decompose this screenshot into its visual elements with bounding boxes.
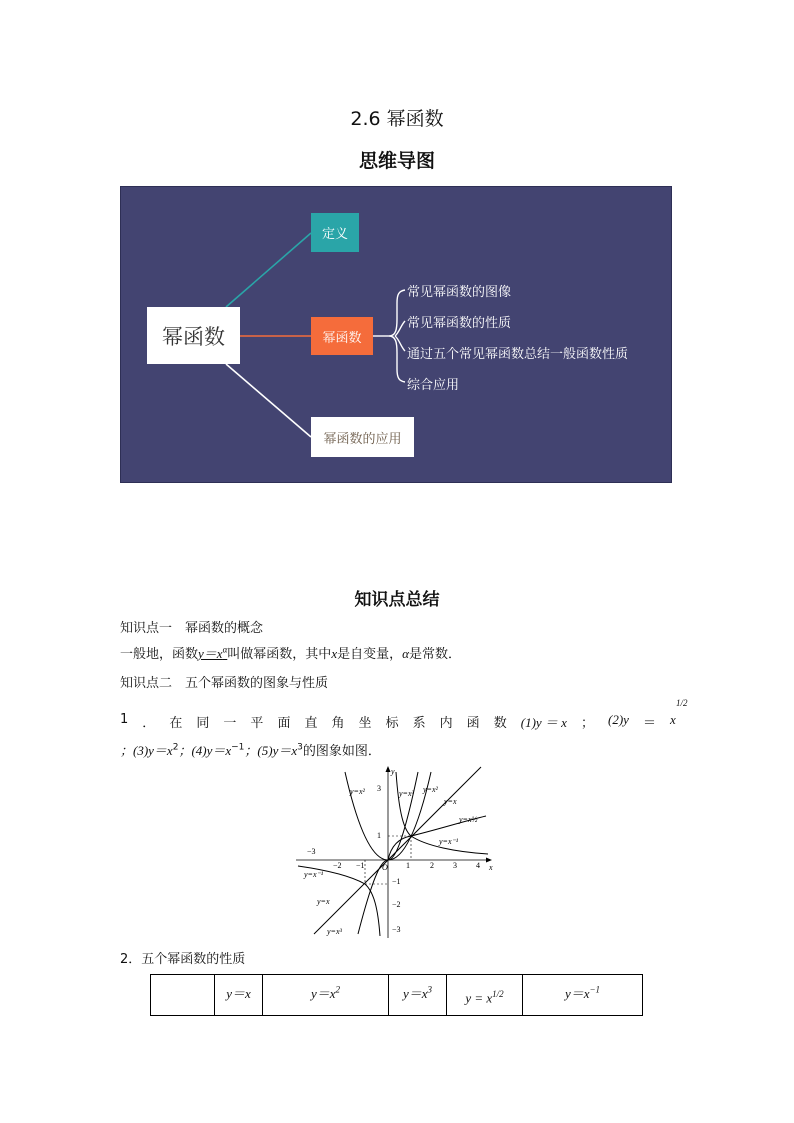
kp1-text-a: 一般地，函数 (120, 647, 199, 662)
mindmap-heading: 思维导图 (358, 150, 435, 172)
item1-char: 角 (331, 716, 345, 731)
mindmap-root-node: 幂函数 (147, 307, 240, 364)
mindmap-panel (120, 186, 672, 483)
table-header-exp: −1 (589, 984, 601, 995)
mindmap-leaf-summary: 通过五个常见幂函数总结一般函数性质 (407, 347, 629, 362)
table-header-cell (523, 975, 643, 1016)
graph-curve-label: y=x⁻¹ (439, 837, 459, 846)
power-functions-graph (296, 764, 496, 938)
mindmap-node-definition: 定义 (311, 213, 359, 252)
table-header-text: y＝x (226, 986, 251, 1001)
item1-function-3: ；(3)y＝x (120, 743, 173, 758)
item1-char: 直 (304, 716, 318, 731)
knowledge-point-2-title: 知识点二 五个幂函数的图象与性质 (120, 676, 329, 691)
table-header-exp: 1/2 (492, 989, 504, 999)
item1-char: 数 (493, 716, 507, 731)
graph-curve-label: y=x² (423, 785, 438, 794)
item1-function-3-exp: 2 (172, 742, 179, 753)
table-header-cell (263, 975, 389, 1016)
graph-x-tick: 1 (406, 861, 410, 870)
table-header-text: y＝x (310, 986, 336, 1001)
f2-exponent: 1/2 (675, 698, 688, 708)
mindmap-node-application: 幂函数的应用 (311, 417, 414, 457)
item1-char: 坐 (358, 716, 372, 731)
graph-x-tick: −3 (307, 847, 316, 856)
item1-char: 面 (277, 716, 291, 731)
item1-line2-tail: 的图象如图． (302, 744, 381, 759)
item1-char: ＝ (642, 716, 656, 731)
properties-table (150, 974, 643, 1016)
graph-curve-label: y=x (444, 797, 457, 806)
graph-y-label: y (391, 767, 395, 776)
item-2-heading: 2．五个幂函数的性质 (120, 952, 246, 967)
connector-leaves-brace (389, 290, 405, 382)
graph-curve-label: y=x³ (327, 927, 342, 936)
item-1-line-1 (120, 698, 688, 731)
item1-char: 标 (385, 716, 399, 731)
item1-char: 函 (466, 716, 480, 731)
kp1-var: x (331, 646, 338, 661)
mindmap-leaf-properties: 常见幂函数的性质 (407, 316, 512, 331)
item1-function-5-exp: 3 (297, 742, 303, 753)
item1-function-4-exp: −1 (231, 742, 245, 753)
item1-char: 平 (250, 716, 264, 731)
item1-char: ． (142, 716, 156, 731)
connector-application (226, 364, 311, 437)
item1-char: 内 (439, 716, 453, 731)
item1-char: 1 (120, 712, 129, 727)
item1-char: 一 (223, 716, 237, 731)
graph-curve-label: y=x⁻¹ (304, 870, 324, 879)
item1-char: 在 (169, 716, 183, 731)
mindmap-node-power-function: 幂函数 (311, 317, 373, 355)
table-header-cell (151, 975, 215, 1016)
graph-curve-label: y=x (317, 897, 330, 906)
mindmap-leaf-graphs: 常见幂函数的图像 (407, 285, 512, 300)
graph-y-tick: −1 (392, 877, 401, 886)
table-header-text: y＝x (402, 986, 428, 1001)
table-header-text: y＝x (564, 986, 590, 1001)
knowledge-point-1-text (120, 643, 461, 662)
item1-char: 同 (196, 716, 210, 731)
graph-x-tick: −2 (333, 861, 342, 870)
graph-x-arrow (486, 858, 492, 863)
knowledge-summary-heading: 知识点总结 (354, 590, 440, 610)
table-header-cell (389, 975, 447, 1016)
kp1-text-d: 是常数． (408, 647, 461, 662)
graph-x-label: x (489, 863, 493, 872)
graph-curve-label: y=x½ (459, 815, 478, 824)
item1-function-5: ；(5)y＝x (244, 743, 298, 758)
item1-function-1: (1)y ＝ x (520, 715, 567, 730)
kp1-formula-base: y＝x (198, 646, 223, 661)
item1-char: ； (580, 716, 594, 731)
kp1-text-b: 叫做幂函数，其中 (227, 647, 332, 662)
item1-function-2 (669, 698, 688, 731)
document-title: 2.6 幂函数 (350, 108, 444, 130)
connector-definition (226, 233, 311, 307)
table-header-cell (447, 975, 523, 1016)
kp1-text-c: 是自变量， (337, 647, 403, 662)
item1-char: 系 (412, 716, 426, 731)
mindmap-leaf-application: 综合应用 (407, 378, 460, 393)
graph-y-tick: 3 (377, 784, 381, 793)
graph-y-tick: −2 (392, 900, 401, 909)
table-header-exp: 3 (427, 984, 433, 995)
graph-y-arrow (386, 766, 391, 772)
item1-function-2-prefix: (2)y (607, 712, 629, 727)
graph-x-tick: −1 (356, 861, 365, 870)
table-header-cell (215, 975, 263, 1016)
graph-curve-label: y=x³ (399, 789, 414, 798)
table-header-exp: 2 (335, 984, 341, 995)
table-header-text: y = x (465, 990, 493, 1006)
graph-x-tick: 2 (430, 861, 434, 870)
kp1-formula-exp: α (222, 644, 228, 655)
graph-curve-label: y=x² (350, 787, 365, 796)
f2-base: x (669, 712, 676, 727)
table-row (151, 975, 643, 1016)
graph-y-tick: 1 (377, 831, 381, 840)
graph-x-tick: 4 (476, 861, 480, 870)
knowledge-point-1-title: 知识点一 幂函数的概念 (120, 621, 264, 636)
kp1-const: α (402, 646, 409, 661)
graph-x-tick: 3 (453, 861, 457, 870)
graph-y-tick: −3 (392, 925, 401, 934)
item1-function-4: ；(4)y＝x (178, 743, 232, 758)
kp1-formula (198, 646, 227, 661)
item-1-line-2 (120, 740, 381, 759)
graph-origin: O (382, 863, 388, 872)
